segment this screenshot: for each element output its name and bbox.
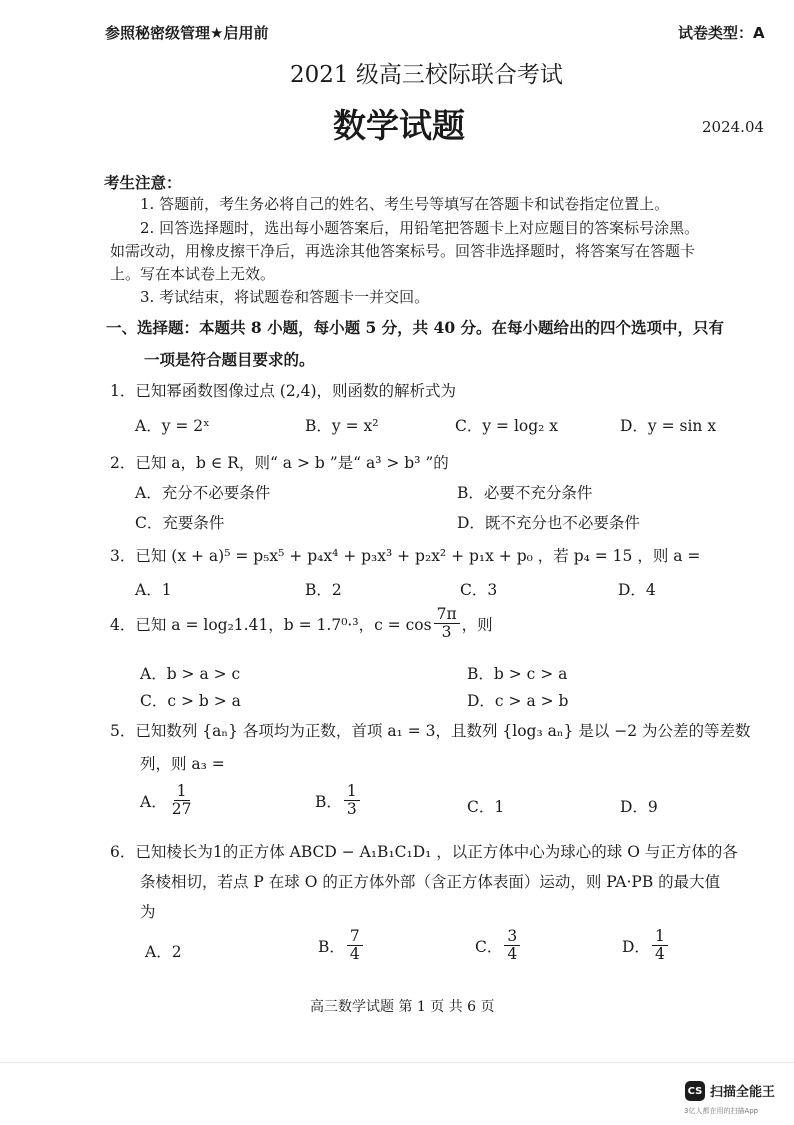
notice-item-2a: 2. 回答选择题时，选出每小题答案后，用铅笔把答题卡上对应题目的答案标号涂黑。	[140, 219, 700, 237]
q3-option-a: A．1	[135, 581, 172, 599]
scanner-tagline: 3亿人都在用的扫描App	[684, 1107, 759, 1115]
q5-a-num: 1	[174, 783, 190, 801]
q6-stem-line3: 为	[140, 903, 156, 921]
q4-stem-post: ，则	[461, 615, 493, 634]
q5-a-den: 27	[171, 800, 192, 819]
page-footer: 高三数学试题 第 1 页 共 6 页	[310, 999, 495, 1015]
q1-option-d: D．y = sin x	[620, 417, 717, 435]
q6-c-num: 3	[504, 928, 520, 946]
q5-b-den: 3	[346, 800, 357, 819]
section1-heading-cont: 一项是符合题目要求的。	[144, 350, 315, 369]
q5-option-c: C．1	[467, 798, 505, 816]
scanner-app-name: 扫描全能王	[710, 1085, 776, 1100]
confidential-label: 参照秘密级管理★启用前	[105, 24, 269, 42]
q4-frac-num: 7π	[434, 606, 460, 624]
camscanner-logo-icon: CS	[685, 1081, 705, 1101]
q6-b-den: 4	[349, 945, 360, 964]
q6-c-den: 4	[507, 945, 518, 964]
q1-stem: 1．已知幂函数图像过点 (2,4)，则函数的解析式为	[110, 382, 457, 400]
q2-option-c: C．充要条件	[135, 514, 225, 532]
q4-stem-pre: 4．已知 a = log₂1.41，b = 1.7⁰·³，c = cos	[110, 615, 432, 634]
notice-item-3: 3. 考试结束，将试题卷和答题卡一并交回。	[140, 288, 430, 306]
q6-stem-line1: 6．已知棱长为1的正方体 ABCD − A₁B₁C₁D₁ ，以正方体中心为球心的球 O 与正方体的各	[110, 843, 738, 861]
q6-option-b-frac	[347, 928, 363, 963]
q6-b-num: 7	[347, 928, 363, 946]
q6-option-c-label: C．	[475, 937, 503, 956]
q5-option-a-frac	[169, 783, 195, 818]
notice-title: 考生注意：	[104, 173, 182, 192]
q6-stem-line2: 条棱相切，若点 P 在球 O 的正方体外部（含正方体表面）运动，则 PA·PB 的最大值	[140, 873, 721, 891]
section1-heading: 一、选择题：本题共 8 小题，每小题 5 分，共 40 分。在每小题给出的四个选项中，只有	[106, 318, 725, 337]
subject-title: 数学试题	[333, 106, 465, 145]
q5-b-num: 1	[344, 783, 360, 801]
notice-item-2c: 上。写在本试卷上无效。	[110, 265, 276, 283]
q6-option-b	[318, 928, 365, 963]
q5-option-a-label: A．	[140, 792, 167, 811]
q6-option-c-frac	[504, 928, 520, 963]
q4-frac-den: 3	[441, 623, 452, 642]
q5-option-a	[140, 783, 196, 818]
q6-option-d-label: D．	[622, 937, 650, 956]
q5-option-b	[315, 783, 362, 818]
scanner-bar	[0, 1062, 794, 1125]
q4-option-d: D．c > a > b	[467, 692, 569, 710]
q2-option-b: B．必要不充分条件	[457, 484, 593, 502]
q5-option-b-frac	[344, 783, 360, 818]
q1-option-c: C．y = log₂ x	[455, 417, 559, 435]
q4-fraction	[434, 606, 460, 641]
q5-stem-line2: 列，则 a₃ =	[140, 755, 225, 773]
q4-option-c: C．c > b > a	[140, 692, 241, 710]
q1-option-a: A．y = 2ˣ	[135, 417, 210, 435]
q3-option-c: C．3	[460, 581, 498, 599]
paper-type-label: 试卷类型：A	[678, 24, 765, 42]
q6-d-num: 1	[652, 928, 668, 946]
q5-option-d: D．9	[620, 798, 658, 816]
q3-option-d: D．4	[618, 581, 656, 599]
notice-item-2b: 如需改动，用橡皮擦干净后，再选涂其他答案标号。回答非选择题时，将答案写在答题卡	[110, 242, 696, 260]
q2-option-a: A．充分不必要条件	[135, 484, 271, 502]
q4-stem	[110, 606, 493, 641]
q6-option-d-frac	[652, 928, 668, 963]
exam-title: 2021 级高三校际联合考试	[290, 62, 563, 88]
q3-option-b: B．2	[305, 581, 342, 599]
q2-stem: 2．已知 a，b ∈ R，则“ a > b ”是“ a³ > b³ ”的	[110, 454, 449, 472]
q2-option-d: D．既不充分也不必要条件	[457, 514, 640, 532]
q6-option-a: A．2	[145, 943, 182, 961]
q4-option-b: B．b > c > a	[467, 665, 568, 683]
q5-option-b-label: B．	[315, 792, 342, 811]
q5-stem-line1: 5．已知数列 {aₙ} 各项均为正数，首项 a₁ = 3，且数列 {log₃ aₙ} 是以 −2 为公差的等差数	[110, 722, 751, 740]
q1-option-b: B．y = x²	[305, 417, 379, 435]
notice-item-1: 1. 答题前，考生务必将自己的姓名、考生号等填写在答题卡和试卷指定位置上。	[140, 195, 670, 213]
q6-d-den: 4	[654, 945, 665, 964]
q6-option-c	[475, 928, 522, 963]
exam-date: 2024.04	[702, 118, 765, 136]
q6-option-d	[622, 928, 670, 963]
q6-option-b-label: B．	[318, 937, 345, 956]
q3-stem: 3．已知 (x + a)⁵ = p₅x⁵ + p₄x⁴ + p₃x³ + p₂x² + p₁x + p₀ ，若 p₄ = 15 ，则 a =	[110, 547, 701, 565]
q4-option-a: A．b > a > c	[140, 665, 241, 683]
